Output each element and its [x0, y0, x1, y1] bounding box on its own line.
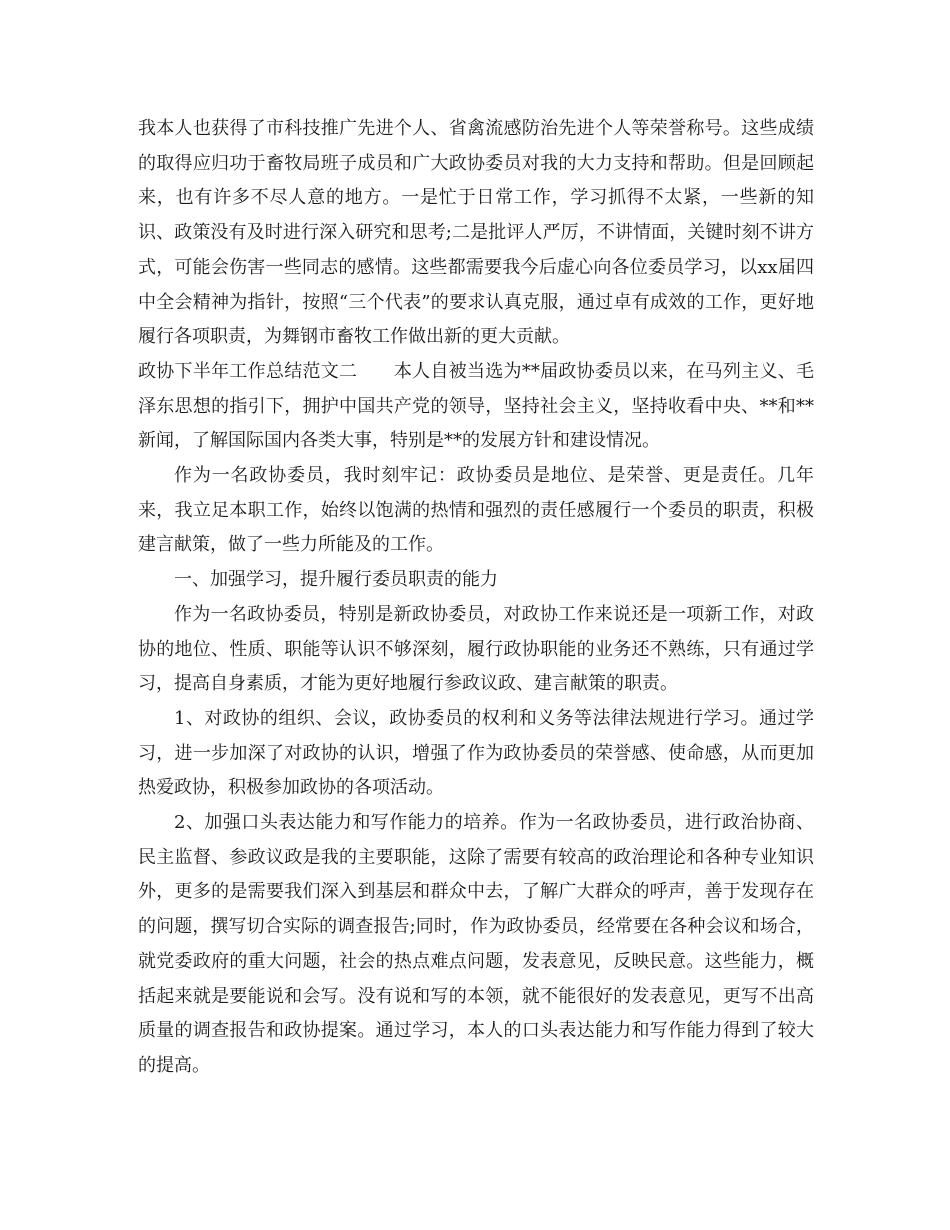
paragraph-study-need: 作为一名政协委员，特别是新政协委员，对政协工作来说还是一项新工作，对政协的地位、性质、职能等认识不够深刻，履行政协职能的业务还不熟练，只有通过学习，提高自身素质，才能为更好地履行参政议政、建言献策的职责。 — [138, 603, 814, 695]
paragraph-item-2: 2、加强口头表达能力和写作能力的培养。作为一名政协委员，进行政治协商、民主监督、参政议政是我的主要职能，这除了需要有较高的政治理论和各种专业知识外，更多的是需要我们深入到基层和群众中去，了解广大群众的呼声，善于发现存在的问题，撰写切合实际的调查报告;同时，作为政协委员，经常要在各种会议和场合，就党委政府的重大问题，社会的热点难点问题，发表意见，反映民意。这些能力，概括起来就是要能说和会写。没有说和写的本领，就不能很好的发表意见，更写不出高质量的调查报告和政协提案。通过学习，本人的口头表达能力和写作能力得到了较大的提高。 — [138, 812, 814, 1076]
document-body — [138, 112, 814, 1084]
section-heading-study: 一、加强学习，提升履行委员职责的能力 — [174, 569, 498, 591]
paragraph-item-1: 1、对政协的组织、会议，政协委员的权利和义务等法律法规进行学习。通过学习，进一步加深了对政协的认识，增强了作为政协委员的荣誉感、使命感，从而更加热爱政协，积极参加政协的各项活动。 — [138, 707, 814, 799]
paragraph-sample-two-intro: 政协下半年工作总结范文二 本人自被当选为**届政协委员以来，在马列主义、毛泽东思想的指引下，拥护中国共产党的领导，坚持社会主义，坚持收看中央、**和**新闻，了解国际国内各类大事，特别是**的发展方针和建设情况。 — [138, 360, 814, 452]
paragraph-committee-duty: 作为一名政协委员，我时刻牢记：政协委员是地位、是荣誉、更是责任。几年来，我立足本职工作，始终以饱满的热情和强烈的责任感履行一个委员的职责，积极建言献策，做了一些力所能及的工作。 — [138, 465, 814, 556]
paragraph-honors-summary: 我本人也获得了市科技推广先进个人、省禽流感防治先进个人等荣誉称号。这些成绩的取得应归功于畜牧局班子成员和广大政协委员对我的大力支持和帮助。但是回顾起来，也有许多不尽人意的地方。一是忙于日常工作，学习抓得不太紧，一些新的知识、政策没有及时进行深入研究和思考;二是批评人严厉，不讲情面，关键时刻不讲方式，可能会伤害一些同志的感情。这些都需要我今后虚心向各位委员学习，以xx届四中全会精神为指针，按照“三个代表”的要求认真克服，通过卓有成效的工作，更好地履行各项职责，为舞钢市畜牧工作做出新的更大贡献。 — [138, 118, 814, 348]
